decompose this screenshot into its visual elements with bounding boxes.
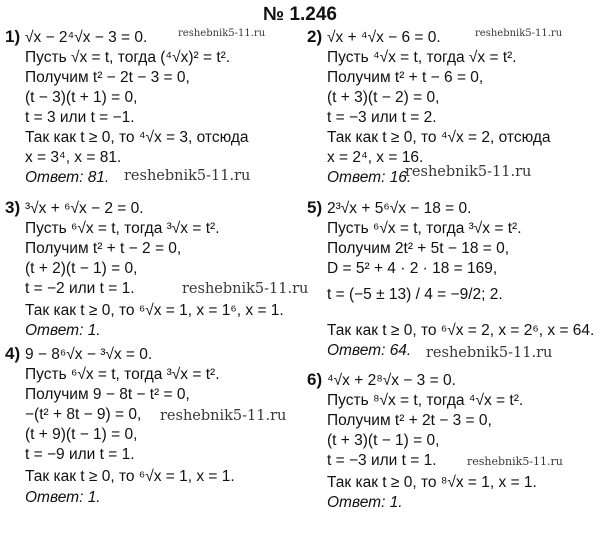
solution-line: t = (−5 ± 13) / 4 = −9/2; 2. [327,286,503,303]
solution-line: (t + 9)(t − 1) = 0, [25,426,138,443]
solution-line: t = −2 или t = 1. [25,280,135,297]
solution-line: Так как t ≥ 0, то ⁴√x = 3, отсюда [25,129,249,146]
watermark: reshebnik5-11.ru [124,168,251,184]
solution-line: Так как t ≥ 0, то ⁶√x = 2, x = 2⁶, x = 64. [327,322,595,339]
solution-line: Так как t ≥ 0, то ⁶√x = 1, x = 1. [25,468,235,485]
solution-line: Пусть ⁶√x = t, тогда ³√x = t². [25,220,220,237]
solution-line: Пусть ⁶√x = t, тогда ³√x = t². [327,220,522,237]
solution-line: Пусть √x = t, тогда (⁴√x)² = t². [25,49,231,66]
answer-line: Ответ: 64. [327,342,412,359]
solution-line: (t + 3)(t − 1) = 0, [327,432,440,449]
solution-line: (t + 3)(t − 2) = 0, [327,89,440,106]
page-title: № 1.246 [262,4,337,25]
problem-number: 6) [307,370,323,389]
solution-line: Получим 9 − 8t − t² = 0, [25,386,190,403]
solution-line: t = 3 или t = −1. [25,109,135,126]
answer-line: Ответ: 1. [25,489,101,506]
problem-number: 1) [5,27,21,46]
solution-line: Так как t ≥ 0, то ⁴√x = 2, отсюда [327,129,551,146]
solution-line: −(t² + 8t − 9) = 0, [25,406,142,423]
equation: √x + ⁴√x − 6 = 0. [327,29,441,46]
answer-line: Ответ: 81. [25,169,110,186]
watermark: reshebnik5-11.ru [160,408,287,424]
solution-line: Получим 2t² + 5t − 18 = 0, [327,240,510,257]
solution-line: (t − 3)(t + 1) = 0, [25,89,138,106]
solution-line: Пусть ⁴√x = t, тогда √x = t². [327,49,517,66]
equation: ⁴√x + 2⁸√x − 3 = 0. [327,372,456,389]
problem-number: 2) [307,27,323,46]
solution-line: (t + 2)(t − 1) = 0, [25,260,138,277]
watermark: reshebnik5-11.ru [405,164,532,180]
equation: ³√x + ⁶√x − 2 = 0. [25,200,144,217]
equation: 2³√x + 5⁶√x − 18 = 0. [327,200,472,217]
solution-line: Так как t ≥ 0, то ⁸√x = 1, x = 1. [327,474,537,491]
solution-line: Пусть ⁸√x = t, тогда ⁴√x = t². [327,392,524,409]
solution-line: t = −3 или t = 1. [327,452,437,469]
equation: 9 − 8⁶√x − ³√x = 0. [25,346,153,363]
watermark: reshebnik5-11.ru [467,455,563,468]
solution-line: Получим t² + t − 6 = 0, [327,69,484,86]
problem-number: 4) [5,344,21,363]
solution-line: Получим t² − 2t − 3 = 0, [25,69,190,86]
solution-line: Пусть ⁶√x = t, тогда ³√x = t². [25,366,220,383]
equation: √x − 2⁴√x − 3 = 0. [25,29,148,46]
solution-line: D = 5² + 4 · 2 · 18 = 169, [327,260,498,277]
solution-line: Получим t² + 2t − 3 = 0, [327,412,492,429]
problem-number: 3) [5,198,21,217]
solution-line: t = −9 или t = 1. [25,446,135,463]
answer-line: Ответ: 1. [327,494,403,511]
watermark: reshebnik5-11.ru [475,28,563,39]
watermark: reshebnik5-11.ru [182,281,309,297]
solution-line: x = 3⁴, x = 81. [25,149,122,166]
watermark: reshebnik5-11.ru [426,345,553,361]
solution-line: Так как t ≥ 0, то ⁶√x = 1, x = 1⁶, x = 1. [25,302,284,319]
answer-line: Ответ: 16. [327,169,412,186]
solution-line: Получим t² + t − 2 = 0, [25,240,182,257]
watermark: reshebnik5-11.ru [178,28,266,39]
solution-line: x = 2⁴, x = 16. [327,149,424,166]
problem-number: 5) [307,198,323,217]
solution-line: t = −3 или t = 2. [327,109,437,126]
answer-line: Ответ: 1. [25,322,101,339]
